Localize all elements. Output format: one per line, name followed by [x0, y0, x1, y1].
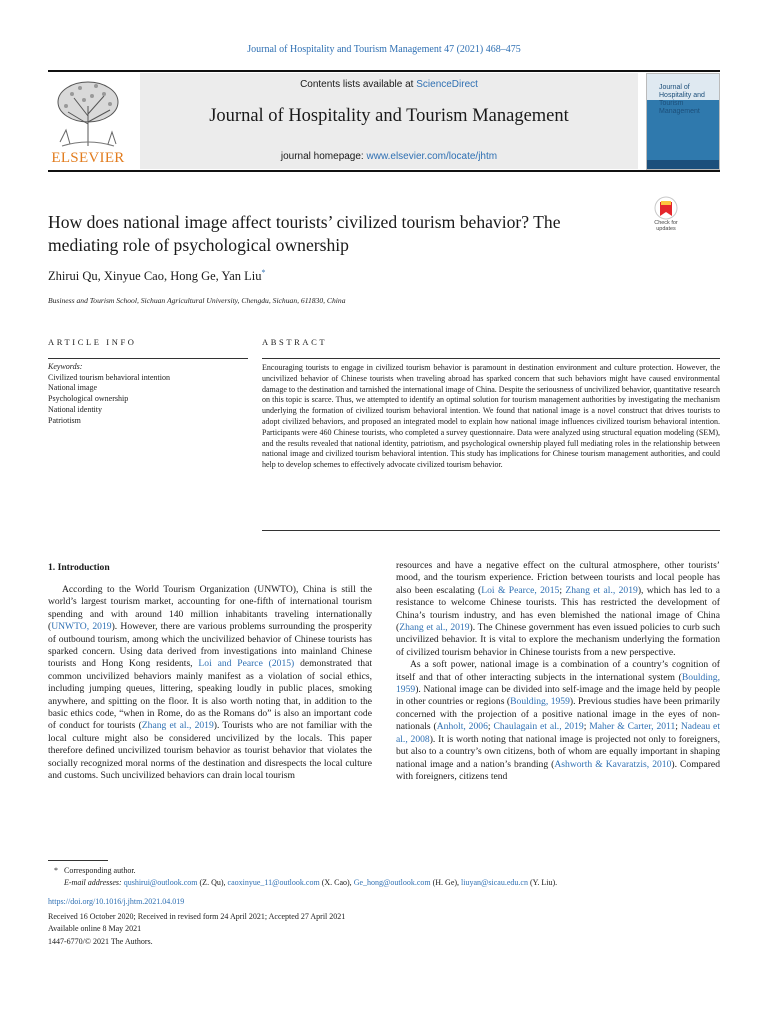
- available-online: Available online 8 May 2021: [48, 924, 142, 934]
- citation-link[interactable]: Boulding, 1959: [510, 696, 570, 708]
- citation-link[interactable]: Anholt, 2006: [436, 721, 488, 733]
- authors-text: Zhirui Qu, Xinyue Cao, Hong Ge, Yan Liu: [48, 269, 262, 284]
- author-affiliation: Business and Tourism School, Sichuan Agricultural University, Chengdu, Sichuan, 611830, China: [48, 296, 346, 305]
- abstract-rule: [262, 358, 720, 359]
- abstract-text: Encouraging tourists to engage in civilized tourism behavior is paramount in destination environment and culture protection. However, the uncivilized behavior of Chinese tourists when traveling abroad has sparked concern that such behaviors might have caused environmental damage to the destination and tarnished the international image of China. Despite the seriousness of uncivilized behavior, quantitative research on this topic is scarce. Thus, we attempted to identify an optimal solution for tourism management authorities by investigating the mechanism underlying the formation of civilized tourism behavioral intention. We found that national image is a novel construct that drives tourists to adopt civilized behaviors, and proposed an integrated model to explain how national image influences civilized tourism behavioral intention. Participants were 460 Chinese tourists, who completed a survey questionnaire. Data were analyzed using structural equation modeling (SEM), and the results revealed that national identity, patriotism, and psychological ownership played full mediating roles in the relationship between national image and civilized tourism behavioral intention. This study has implications for Chinese tourism management authorities, and could help to develop schemes to effectively advocate civilized tourism behavior.: [262, 363, 720, 470]
- doi-url[interactable]: https://doi.org/10.1016/j.jhtm.2021.04.019: [48, 897, 185, 906]
- homepage-link[interactable]: www.elsevier.com/locate/jhtm: [366, 151, 498, 162]
- citation-link[interactable]: Maher & Carter, 2011: [589, 721, 676, 733]
- author-list: [48, 268, 266, 284]
- keywords-block: [48, 362, 248, 426]
- footnote-marker: *: [54, 866, 58, 875]
- cover-bottom-bar: [647, 160, 719, 169]
- footnote-rule: [48, 860, 108, 861]
- citation-link[interactable]: Chaulagain et al., 2019: [493, 721, 584, 733]
- journal-homepage: [140, 151, 638, 162]
- contents-line: [140, 79, 638, 90]
- email-link[interactable]: qushirui@outlook.com: [123, 878, 198, 887]
- article-info-rule: [48, 358, 248, 359]
- keyword-item: National identity: [48, 404, 102, 414]
- homepage-prefix: journal homepage:: [280, 151, 367, 162]
- sciencedirect-link[interactable]: ScienceDirect: [416, 79, 478, 90]
- email-link[interactable]: liuyan@sicau.edu.cn: [461, 878, 528, 887]
- article-info-heading: ARTICLE INFO: [48, 337, 137, 347]
- journal-cover[interactable]: [646, 73, 720, 170]
- paragraph: resources and have a negative effect on the cultural atmosphere, other tourists’ mood, and the tourism experience. Friction between tourists and local people has also been escalating (Loi & Pearce, 2015; Zhang et al., 2019), which has led to a resistance to welcome Chinese tourists. This has restricted the development of China’s tourism industry, and has even blemished the national image of China (Zhang et al., 2019). The Chinese government has even issued policies to curb such uncivilized behavior. It is vital to explore the mechanism underlying the formation of civilized tourism behavior in Chinese tourists from a new perspective.: [396, 560, 720, 658]
- article-title: How does national image affect tourists’ civilized tourism behavior? The mediating role of psychological ownership: [48, 212, 561, 255]
- email-addresses: E-mail addresses: qushirui@outlook.com (Z. Qu), caoxinyue_11@outlook.com (X. Cao), Ge_hong@outlook.com (H. Ge), liuyan@sicau.edu.cn (Y. Liu).: [64, 878, 558, 887]
- doi-link[interactable]: [48, 897, 184, 906]
- badge-label: Check for updates: [654, 220, 678, 232]
- header-rule-top: [48, 70, 720, 72]
- keyword-item: Civilized tourism behavioral intention: [48, 372, 170, 382]
- citation-link[interactable]: Zhang et al., 2019: [141, 720, 214, 732]
- cover-title: Journal of Hospitality and Tourism Management: [659, 84, 705, 115]
- journal-name: Journal of Hospitality and Tourism Management: [209, 106, 569, 126]
- elsevier-wordmark: ELSEVIER: [51, 150, 125, 166]
- citation-link[interactable]: Loi & Pearce, 2015: [481, 584, 560, 596]
- corresponding-author-note: [54, 866, 136, 876]
- corresponding-label: Corresponding author.: [64, 866, 136, 875]
- abstract-heading: ABSTRACT: [262, 337, 328, 347]
- publication-dates: [48, 911, 345, 948]
- header-rule-bottom: [48, 170, 720, 172]
- contents-prefix: Contents lists available at: [300, 79, 417, 90]
- check-for-updates-badge[interactable]: [648, 195, 684, 235]
- body-column-right: [396, 560, 720, 783]
- corresponding-author-marker[interactable]: *: [261, 268, 266, 277]
- keyword-item: National image: [48, 383, 98, 393]
- abstract-bottom-rule: [262, 530, 720, 531]
- citation-link[interactable]: Zhang et al., 2019: [565, 584, 638, 596]
- introduction-heading: 1. Introduction: [48, 562, 110, 573]
- citation-link[interactable]: Ashworth & Kavaratzis, 2010: [554, 758, 672, 770]
- email-label: E-mail addresses:: [64, 878, 124, 887]
- citation-link[interactable]: Zhang et al., 2019: [399, 622, 470, 634]
- citation-link[interactable]: Nadeau et al., 2008: [396, 721, 720, 745]
- journal-citation[interactable]: Journal of Hospitality and Tourism Management 47 (2021) 468–475: [247, 44, 521, 55]
- paragraph: According to the World Tourism Organization (UNWTO), China is still the world’s largest tourism market, accounting for one-fifth of international tourism spending and with around 140 million inhabitants traveling internationally (UNWTO, 2019). However, there are various problems surrounding the prosperity of outbound tourism, among which the uncivilized behavior of Chinese tourists has sparked concern. Using data derived from investigations into mainland Chinese tourists and Hong Kong residents, Loi and Pearce (2015) demonstrated that common uncivilized behaviors mainly manifest as a violation of social ethics, including jumping queues, littering, speaking loudly in public places, smoking anywhere, and spitting on the floor. It is also worth noting that, in addition to the basic ethics code, “when in Rome, do as the Romans do” is also an important code of conduct for tourists (Zhang et al., 2019). Tourists who are not familiar with the local culture might also be considered uncivilized by the locals. This paper therefore defined uncivilized tourism behavior as tourist behavior that violates the socially recognized moral norms of the destination and disrespects the local culture and customs. Such uncivilized behaviors can drain local tourism: [48, 584, 373, 782]
- citation-link[interactable]: Boulding, 1959: [396, 671, 720, 696]
- body-column-left: [48, 584, 372, 783]
- paragraph: As a soft power, national image is a combination of a country’s cognition of itself and that of other interacting subjects in the international system (Boulding, 1959). National image can be divided into self-image and the image held by people in other countries or regions (Boulding, 1959). Previous studies have been primarily concerned with the projection of a positive national image in the eyes of non-nationals (Anholt, 2006; Chaulagain et al., 2019; Maher & Carter, 2011; Nadeau et al., 2008). It is worth noting that national image is projected not only to foreigners, but also to a country’s own citizens, both of whom are equally important in shaping national image and a nation’s branding (Ashworth & Kavaratzis, 2010). Compared with foreigners, citizens tend: [396, 659, 721, 782]
- received-dates: Received 16 October 2020; Received in revised form 24 April 2021; Accepted 27 April 2021: [48, 912, 346, 921]
- keywords-label: Keywords:: [48, 362, 83, 371]
- email-link[interactable]: caoxinyue_11@outlook.com: [227, 878, 320, 887]
- citation-link[interactable]: UNWTO, 2019: [51, 621, 112, 633]
- keyword-item: Patriotism: [48, 415, 81, 425]
- email-link[interactable]: Ge_hong@outlook.com: [353, 878, 431, 887]
- copyright: 1447-6770/© 2021 The Authors.: [48, 936, 153, 946]
- keyword-item: Psychological ownership: [48, 394, 129, 404]
- citation-link[interactable]: Loi and Pearce (2015): [198, 658, 295, 670]
